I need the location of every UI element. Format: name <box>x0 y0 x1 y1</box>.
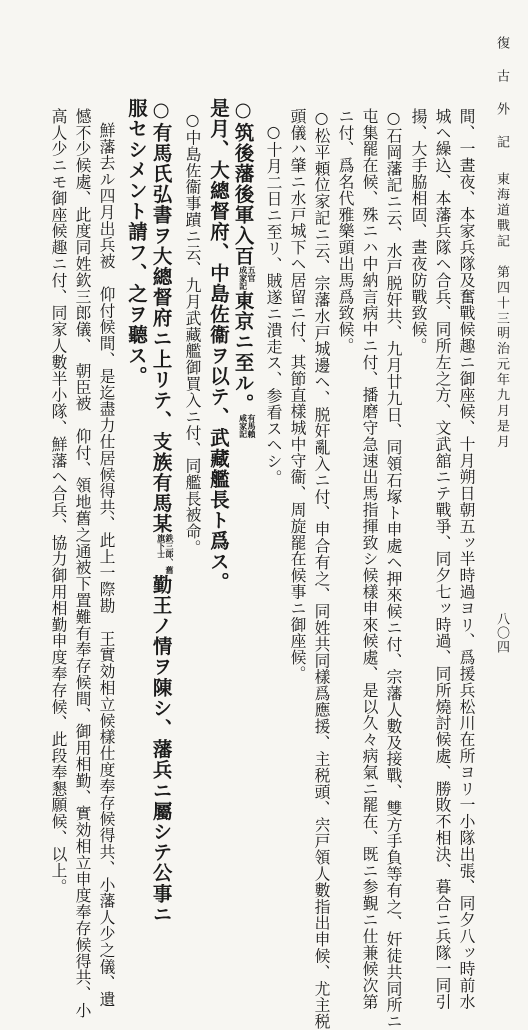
page-number: 八〇四 <box>494 612 509 654</box>
text-column: 頭儀ハ肇ニ水戸城下ヘ居留ニ付、其節直樣城中守衞、周旋罷在候事ニ御座候。 <box>288 108 307 682</box>
inline-note: 鉄三郎、舊 旗下士 <box>156 534 175 575</box>
heading-column: 服セシメント請フ、之ヲ聽ス。 <box>125 98 148 387</box>
chapter-title: 東海道戰記 第四十三 <box>494 172 509 327</box>
text-column: ○松平頼位家記ニ云、宗藩水戸城邊ヘ、脱奸亂入ニ付、申合有之、同姓共同樣爲應援、主税頭、宍戸領人數指出申候、尤主税 <box>312 108 331 1030</box>
text-column: 高人少ニモ御座候趣ニ付、同家人數半小隊、鮮藩ヘ合兵、協力御用相勤申度奉存候、此段奉懇願候、以上。 <box>49 108 68 896</box>
text-column: 屯集罷在候、殊ニハ中納言病中ニ付、播磨守急速出馬指揮致シ候樣申來候處、是以久々病氣ニ罷在、既ニ参覲ニ仕兼候次第 <box>360 108 379 1010</box>
text-column: ○石岡藩記ニ云、水戸脱奸共、九月廿九日、同領石塚ト申處ヘ押來候ニ付、宗藩人數及接戰、雙方手負等有之、奸徒共同所ニ <box>384 108 403 1030</box>
inline-note: 有馬賴 咸家記 <box>238 414 257 439</box>
text-column: ニ付、爲名代雅樂頭出馬爲致候。 <box>336 108 355 354</box>
book-title: 復 古 外 記 <box>494 36 509 151</box>
text-column: ○中島佐衞事蹟ニ云、九月武藏艦御買入ニ付、同艦長被命。 <box>183 110 202 556</box>
heading-column <box>151 98 174 924</box>
text-column: 間、一晝夜、本家兵隊及奮戰候趣ニ御座候、十月朔日朝五ッ半時過ヨリ、爲援兵松川在所ヨリ一小隊出張、同夕八ッ時前水 <box>457 108 476 1010</box>
heading-text-tail: 勤王ノ情ヲ陳シ、藩兵ニ屬シテ公事ニ <box>149 574 173 925</box>
inline-note: 五官 成家記 <box>238 266 257 291</box>
header-date: 明治元年九月是月 <box>494 326 509 450</box>
text-column: 揚、大手脇相固、晝夜防戰致候。 <box>409 108 428 354</box>
heading-text-tail: 東京ニ至ル。 <box>231 290 255 415</box>
heading-text: ○筑後藩後軍入百 <box>231 98 255 267</box>
text-column: 憾不少候處、此度同姓欽三郎儀、 朝臣被 仰付、領地舊之通被下置難有奉存候間、御用相勤、實効相立申度奉存候得共、小 <box>73 108 92 1019</box>
heading-column <box>233 98 256 438</box>
heading-column: 是月、大總督府、中島佐衞ヲ以テ、武藏艦長ト爲ス。 <box>207 98 230 593</box>
heading-text: ○有馬氏弘書ヲ大總督府ニ上リテ、支族有馬某 <box>149 98 173 535</box>
text-column: 城ヘ繰込、本藩兵隊ヘ合兵、同所左之方、文武舘ニテ戰爭、同夕七ッ時過、同所燒討候處、勝敗不相決、暮合ニ兵隊一同引 <box>433 108 452 1010</box>
text-column: ○十月二日ニ至リ、賊遂ニ潰走ス、参看スヘシ。 <box>264 122 283 486</box>
text-column: 鮮藩去ル四月出兵被 仰付候間、是迄盡力仕居候得共、此上一際勘 王實効相立候樣仕度奉存候得共、小藩人少之儀、遺 <box>97 122 116 1008</box>
